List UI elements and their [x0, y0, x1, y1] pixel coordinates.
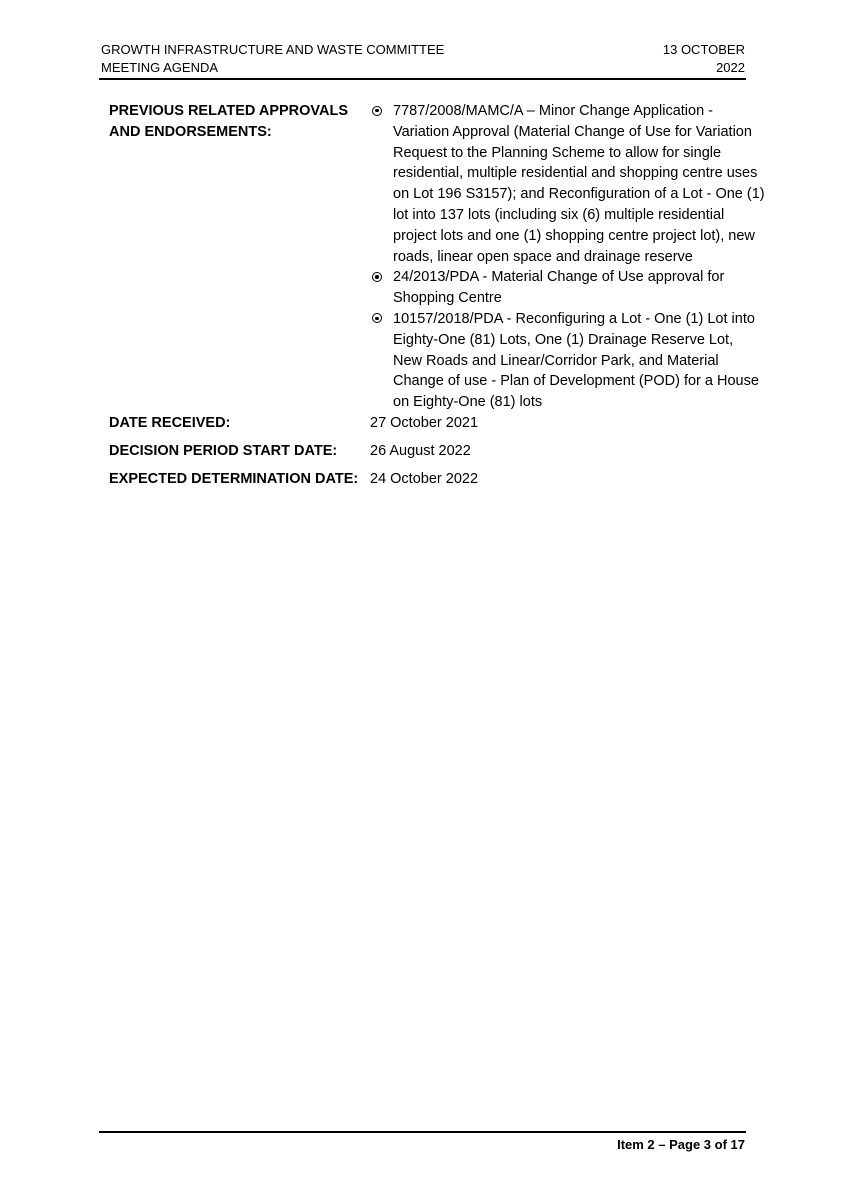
expected-determination-label: EXPECTED DETERMINATION DATE: [109, 470, 359, 487]
approval-item [370, 101, 765, 267]
footer-divider [99, 1131, 746, 1133]
approval-item-text: 24/2013/PDA - Material Change of Use approval for Shopping Centre [393, 269, 725, 307]
date-received-label: DATE RECEIVED: [109, 414, 231, 431]
approvals-value [370, 101, 765, 413]
meeting-date [663, 41, 745, 77]
committee-title-line2: MEETING AGENDA [101, 60, 219, 75]
approvals-label [109, 101, 370, 143]
approval-item-text: 10157/2018/PDA - Reconfiguring a Lot - One (1) Lot into Eighty-One (81) Lots, One (1) Drainage Reserve Lot, New Roads and Linear/Corridor Park, and Material Change of use - Plan of Development (POD) for a House on Eighty-One (81) lots [393, 310, 759, 411]
expected-determination-row [109, 469, 759, 490]
radio-bullet-icon [372, 313, 382, 323]
page-number: Item 2 – Page 3 of 17 [617, 1137, 745, 1152]
approval-item [370, 309, 765, 413]
approvals-row [109, 101, 765, 413]
radio-bullet-icon [372, 106, 382, 116]
header-divider [99, 78, 746, 80]
approvals-list [370, 101, 765, 413]
date-received-value: 27 October 2021 [370, 414, 479, 431]
committee-title-line1: GROWTH INFRASTRUCTURE AND WASTE COMMITTEE [101, 42, 445, 57]
radio-bullet-icon [372, 272, 382, 282]
meeting-date-line2: 2022 [716, 60, 745, 75]
approvals-label-line1: PREVIOUS RELATED APPROVALS [109, 103, 349, 119]
date-received-row [109, 413, 759, 434]
decision-period-row [109, 441, 759, 462]
expected-determination-value: 24 October 2022 [370, 470, 479, 487]
meeting-date-line1: 13 OCTOBER [662, 42, 745, 57]
approval-item [370, 267, 765, 309]
approval-item-text: 7787/2008/MAMC/A – Minor Change Application - Variation Approval (Material Change of Use for Variation Request to the Planning Scheme to allow for single residential, multiple residential and shopping centre uses on Lot 196 S3157); and Reconfiguration of a Lot - One (1) lot into 137 lots (including six (6) multiple residential project lots and one (1) shopping centre project lot), new roads, linear open space and drainage reserve [393, 103, 765, 265]
approvals-label-line2: AND ENDORSEMENTS: [109, 124, 272, 140]
details-table [109, 101, 765, 490]
committee-title [101, 41, 444, 77]
decision-period-value: 26 August 2022 [370, 442, 471, 459]
page-header [101, 41, 745, 77]
decision-period-label: DECISION PERIOD START DATE: [109, 442, 338, 459]
